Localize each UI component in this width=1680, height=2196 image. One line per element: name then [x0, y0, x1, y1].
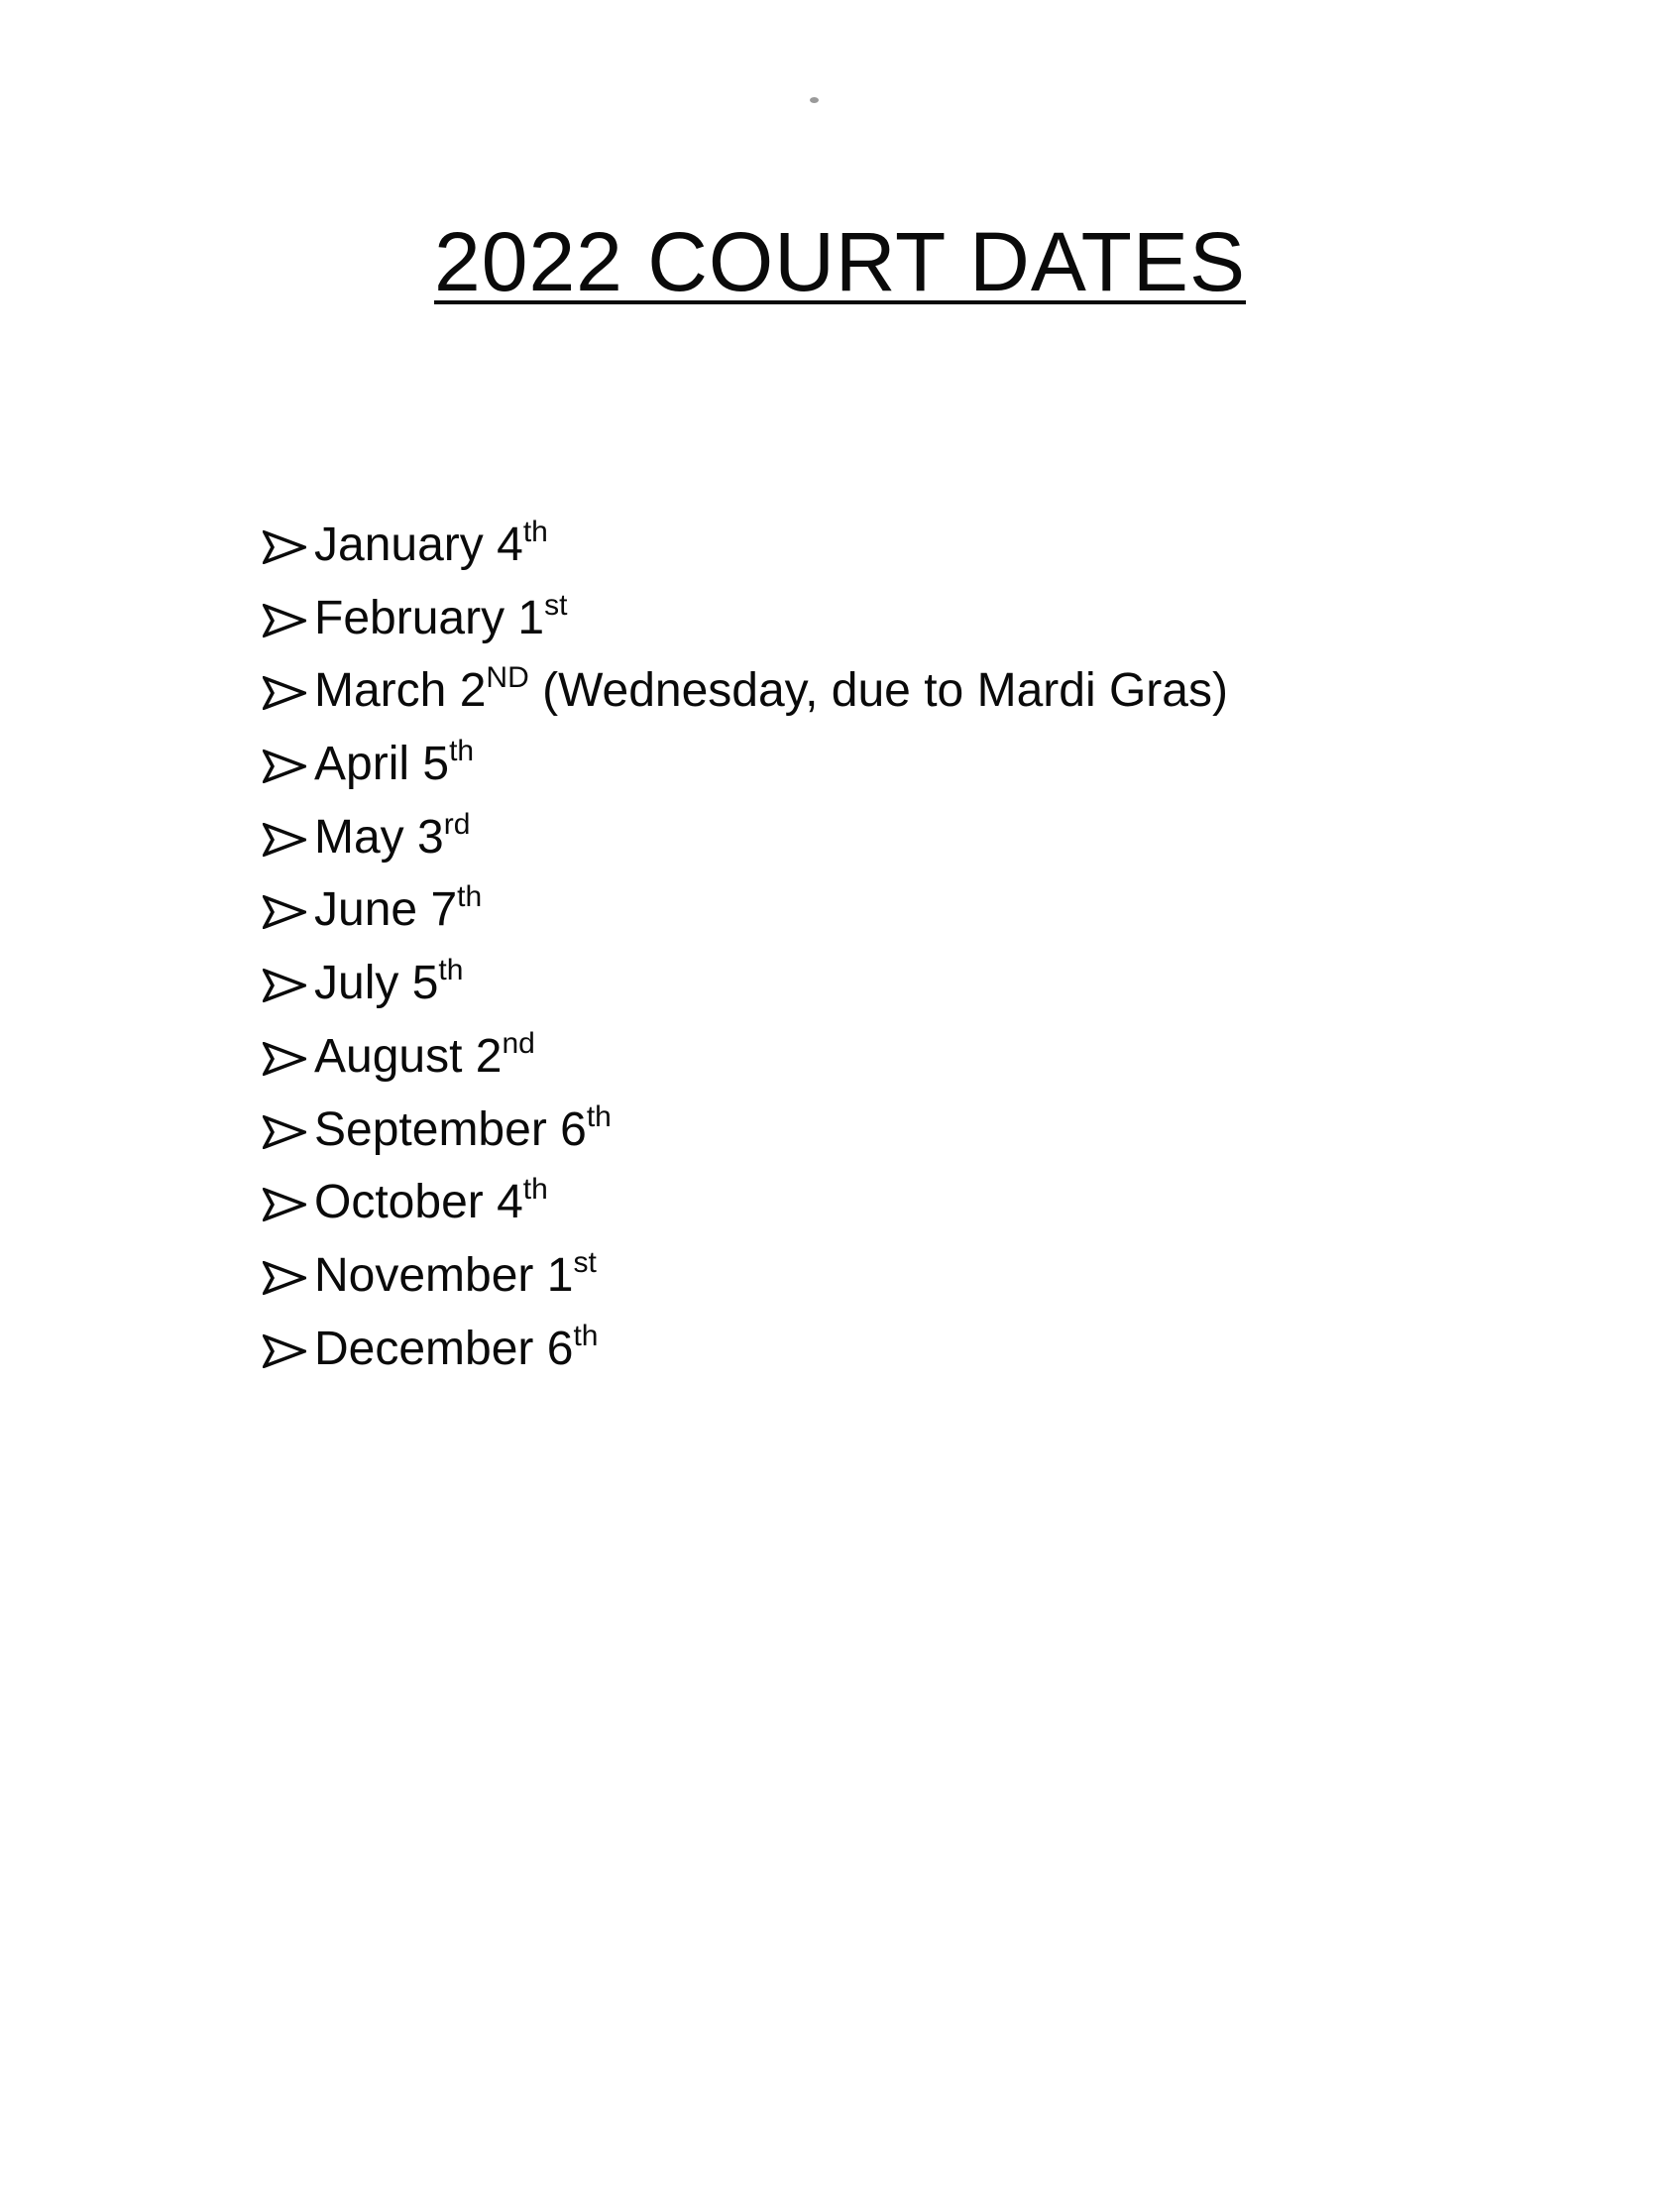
arrow-bullet-icon: [263, 1261, 310, 1295]
date-day: 2: [475, 1029, 503, 1083]
date-suffix: st: [573, 1245, 597, 1279]
date-month: October: [314, 1176, 484, 1229]
date-text: [314, 509, 548, 582]
date-month: January: [314, 519, 484, 571]
date-month: March: [314, 664, 447, 718]
date-text: [314, 1166, 548, 1239]
date-suffix: th: [449, 735, 475, 768]
arrow-bullet-icon: [263, 969, 310, 1002]
date-month: June: [314, 883, 418, 937]
court-dates-list: [263, 509, 1452, 1385]
date-suffix: th: [438, 954, 464, 987]
list-item: [263, 1094, 1452, 1167]
date-text: [314, 1239, 597, 1313]
date-text: [314, 582, 567, 655]
list-item: [263, 873, 1452, 947]
date-suffix: th: [522, 516, 548, 548]
date-text: [314, 947, 463, 1020]
arrow-bullet-icon: [263, 530, 310, 564]
page-title: [0, 215, 1680, 308]
list-item: [263, 654, 1452, 728]
list-item: [263, 509, 1452, 582]
list-item: [263, 582, 1452, 655]
date-day: 2: [459, 664, 487, 718]
arrow-bullet-icon: [263, 1115, 310, 1149]
arrow-bullet-icon: [263, 1042, 310, 1076]
list-item: [263, 1239, 1452, 1313]
date-suffix: rd: [443, 807, 471, 841]
date-suffix: th: [522, 1173, 548, 1207]
list-item: [263, 947, 1452, 1020]
date-note: (Wednesday, due to Mardi Gras): [528, 664, 1228, 718]
date-text: [314, 654, 1228, 728]
list-item: [263, 1020, 1452, 1094]
list-item: [263, 728, 1452, 801]
date-text: [314, 873, 482, 947]
list-item: [263, 1166, 1452, 1239]
date-suffix: nd: [502, 1026, 535, 1060]
date-text: [314, 728, 474, 801]
date-month: July: [314, 957, 399, 1010]
date-day: 5: [422, 738, 450, 791]
date-day: 5: [411, 957, 439, 1010]
date-day: 4: [497, 1176, 523, 1229]
date-day: 7: [430, 883, 458, 937]
date-day: 3: [417, 810, 444, 864]
date-day: 6: [560, 1102, 587, 1156]
list-item: [263, 1313, 1452, 1386]
date-month: February: [314, 591, 505, 644]
arrow-bullet-icon: [263, 604, 310, 637]
date-suffix: ND: [486, 661, 529, 695]
scan-speck: [810, 97, 819, 103]
date-suffix: th: [457, 880, 483, 914]
arrow-bullet-icon: [263, 823, 310, 857]
date-suffix: th: [586, 1099, 612, 1133]
date-suffix: st: [544, 588, 568, 622]
arrow-bullet-icon: [263, 676, 310, 710]
date-day: 6: [546, 1322, 574, 1375]
arrow-bullet-icon: [263, 895, 310, 929]
page-title-text: 2022 COURT DATES: [434, 215, 1246, 308]
date-day: 1: [546, 1248, 574, 1302]
date-month: November: [314, 1248, 534, 1302]
date-day: 1: [517, 591, 545, 644]
date-month: September: [314, 1102, 547, 1156]
date-suffix: th: [573, 1319, 599, 1352]
date-text: [314, 1094, 612, 1167]
date-month: December: [314, 1322, 534, 1375]
arrow-bullet-icon: [263, 1334, 310, 1368]
date-day: 4: [497, 519, 523, 571]
date-month: April: [314, 738, 410, 791]
arrow-bullet-icon: [263, 750, 310, 783]
date-text: [314, 801, 470, 874]
date-text: [314, 1313, 599, 1386]
date-month: May: [314, 810, 404, 864]
date-month: August: [314, 1029, 463, 1083]
date-text: [314, 1020, 535, 1094]
arrow-bullet-icon: [263, 1188, 310, 1221]
list-item: [263, 801, 1452, 874]
